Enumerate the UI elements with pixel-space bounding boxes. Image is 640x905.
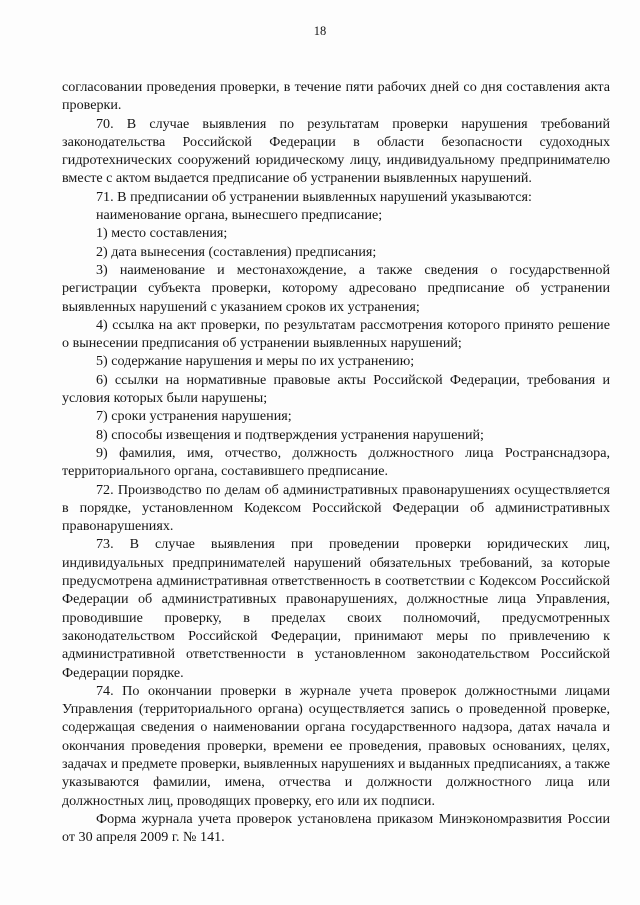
list-item-8: 8) способы извещения и подтверждения устранения нарушений; [96, 426, 484, 443]
list-item-1: 1) место составления; [96, 225, 228, 242]
paragraph-journal-form: Форма журнала учета проверок установлена приказом Минэкономразвития России от 30 апреля 2009 г. № 141. [62, 810, 610, 846]
list-item-4: 4) ссылка на акт проверки, по результатам рассмотрения которого принято решение о вынесении предписания об устранении выявленных нарушений; [62, 316, 610, 352]
list-item-3: 3) наименование и местонахождение, а также сведения о государственной регистрации субъекта проверки, которому адресовано предписание об устранении выявленных нарушений с указанием сроков их устранения; [62, 261, 610, 315]
body-text [62, 78, 610, 846]
paragraph-continuation: согласовании проведения проверки, в течение пяти рабочих дней со дня составления акта проверки. [62, 79, 610, 114]
page-number: 18 [313, 24, 327, 38]
paragraph-71: 71. В предписании об устранении выявленных нарушений указываются: [96, 188, 532, 205]
list-item-9: 9) фамилия, имя, отчество, должность должностного лица Ространснадзора, территориального органа, составившего предписание. [62, 444, 610, 480]
paragraph-72: 72. Производство по делам об административных правонарушениях осуществляется в порядке, установленном Кодексом Российской Федерации об административных правонарушениях. [62, 481, 610, 535]
paragraph-70: 70. В случае выявления по результатам проверки нарушения требований законодательства Российской Федерации в области безопасности судоходных гидротехнических сооружений юридическому лицу, индивидуальному предпринимателю вместе с актом выдается предписание об устранении выявленных нарушений. [62, 115, 610, 187]
list-item-2: 2) дата вынесения (составления) предписания; [96, 243, 377, 260]
paragraph-73: 73. В случае выявления при проведении проверки юридических лиц, индивидуальных предпринимателей нарушений обязательных требований, за которые предусмотрена административная ответственность в соответствии с Кодексом Российской Федерации об административных правонарушениях, должностные лица Управления, проводившие проверку, в пределах своих полномочий, предусмотренных законодательством Российской Федерации, принимают меры по привлечению к административной ответственности в установленном законодательством Российской Федерации порядке. [62, 536, 610, 681]
paragraph-74: 74. По окончании проверки в журнале учета проверок должностными лицами Управления (территориального органа) осуществляется запись о проведенной проверке, содержащая сведения о наименовании органа государственного надзора, датах начала и окончания проведения проверки, времени ее проведения, правовых основаниях, целях, задачах и предмете проверки, выявленных нарушениях и выданных предписаниях, а также указываются фамилии, имена, отчества и должности должностного лица или должностных лиц, проводящих проверку, его или их подписи. [62, 682, 611, 809]
list-item-5: 5) содержание нарушения и меры по их устранению; [96, 353, 415, 370]
list-item-6: 6) ссылки на нормативные правовые акты Российской Федерации, требования и условия которых были нарушены; [62, 371, 610, 407]
list-item-authority-name: наименование органа, вынесшего предписание; [96, 207, 383, 224]
list-item-7: 7) сроки устранения нарушения; [96, 408, 292, 425]
